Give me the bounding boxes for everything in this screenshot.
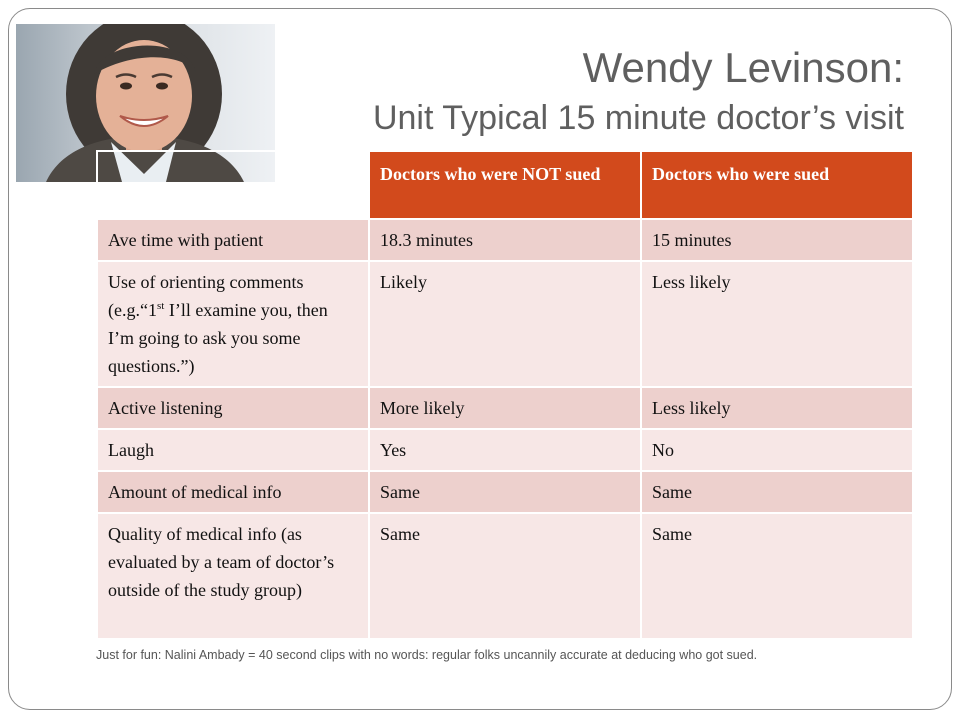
table-row [97, 387, 913, 429]
cell-text: Use of orienting comments (e.g. [108, 272, 304, 320]
table-cell: Amount of medical info [97, 471, 369, 513]
table-cell: Less likely [641, 387, 913, 429]
table-cell: Same [641, 513, 913, 639]
table-cell: Less likely [641, 261, 913, 387]
table-row [97, 429, 913, 471]
table-cell: Same [369, 513, 641, 639]
comparison-table [96, 150, 914, 640]
table-row [97, 513, 913, 639]
table-cell: Laugh [97, 429, 369, 471]
table-cell: More likely [369, 387, 641, 429]
table-row [97, 219, 913, 261]
table-cell: Likely [369, 261, 641, 387]
superscript: st [156, 300, 165, 312]
table-cell: Same [641, 471, 913, 513]
table-cell: 18.3 minutes [369, 219, 641, 261]
table-cell: Yes [369, 429, 641, 471]
table-row [97, 471, 913, 513]
cell-text: I’ll examine you, then I’m going to ask you some questions.”) [108, 300, 328, 376]
table-cell: Quality of medical info (as evaluated by a team of doctor’s outside of the study group) [97, 513, 369, 639]
cell-text: “1 [139, 300, 157, 320]
table-header-row [97, 151, 913, 219]
footnote: Just for fun: Nalini Ambady = 40 second clips with no words: regular folks uncannily accurate at deducing who got sued. [96, 648, 758, 662]
table-row [97, 261, 913, 387]
table-header-cell: Doctors who were sued [641, 151, 913, 219]
table-cell: Same [369, 471, 641, 513]
table-header-cell [97, 151, 369, 219]
table-cell: Active listening [97, 387, 369, 429]
slide-title: Wendy Levinson: [582, 44, 904, 91]
table-cell [97, 261, 369, 387]
table-cell: Ave time with patient [97, 219, 369, 261]
table-cell: 15 minutes [641, 219, 913, 261]
table-header-cell: Doctors who were NOT sued [369, 151, 641, 219]
table-cell: No [641, 429, 913, 471]
slide-subtitle: Unit Typical 15 minute doctor’s visit [372, 99, 904, 137]
